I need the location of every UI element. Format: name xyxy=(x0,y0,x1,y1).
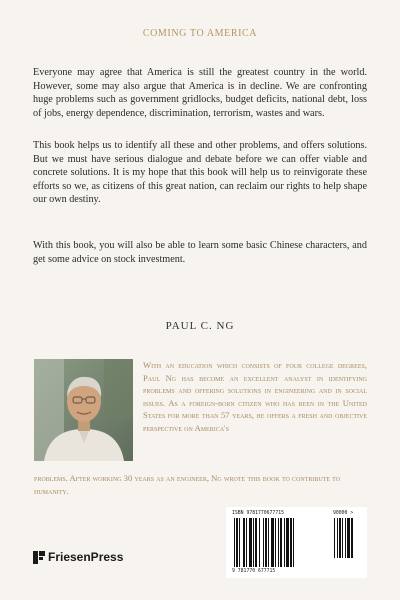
author-photo xyxy=(34,359,133,461)
barcode-bar xyxy=(268,518,269,567)
isbn-label: ISBN 9781770677715 xyxy=(232,511,284,516)
blurb-paragraph-3: With this book, you will also be able to learn some basic Chinese characters, and get some advice on stock investment. xyxy=(33,240,367,265)
barcode-bar xyxy=(253,518,254,567)
barcode-bar xyxy=(234,518,235,567)
barcode-bar xyxy=(293,518,294,567)
barcode-bar xyxy=(286,518,289,567)
barcode-bar xyxy=(243,518,245,567)
barcode-bar xyxy=(280,518,282,567)
barcode-bar xyxy=(278,518,279,567)
author-bio-text: With an education which consists of four college degrees, Paul Ng has become an excellent analyst in identifying problems and offering solutions in engineering and in social issues. As a foreign-born citizen who has been in the United States for more than 57 years, he offers a fresh and objective perspective on America's xyxy=(143,360,367,433)
price-bar xyxy=(345,518,346,558)
price-bar xyxy=(342,518,343,558)
publisher-name: FriesenPress xyxy=(48,550,124,564)
price-bar xyxy=(337,518,338,558)
ean-digits: 9 781770 677715 xyxy=(232,569,276,574)
price-bar xyxy=(339,518,341,558)
isbn-barcode xyxy=(226,507,367,578)
barcode-bar xyxy=(259,518,260,567)
barcode-bar xyxy=(239,518,240,567)
price-bar xyxy=(347,518,350,558)
publisher-logo xyxy=(33,550,123,564)
barcode-bar xyxy=(265,518,267,567)
barcode-bar xyxy=(255,518,257,567)
barcode-bar xyxy=(236,518,238,567)
price-bar xyxy=(351,518,353,558)
author-bio-text-wrap: problems. After working 30 years as an engineer, Ng wrote this book to contribute to humanity. xyxy=(34,473,341,496)
barcode-bar xyxy=(290,518,292,567)
price-bar xyxy=(334,518,335,558)
barcode-bar xyxy=(284,518,285,567)
barcode-bar xyxy=(271,518,274,567)
price-code: 90000 > xyxy=(333,511,354,516)
barcode-bar xyxy=(246,518,247,567)
barcode-bar xyxy=(249,518,252,567)
barcode-bar xyxy=(263,518,264,567)
barcode-bar xyxy=(275,518,276,567)
publisher-mark-icon xyxy=(33,551,45,564)
barcode-bars xyxy=(226,507,367,578)
blurb-paragraph-2: This book helps us to identify all these and other problems, and offers solutions. But we must have serious dialogue and debate before we can offer viable and concrete solutions. It is my hope that this book will help us to reinvigorate these efforts so we, as citizens of this great nation, can reclaim our rights to help shape our own destiny. xyxy=(33,140,367,206)
book-title: COMING TO AMERICA xyxy=(142,28,258,39)
blurb-paragraph-1: Everyone may agree that America is still the greatest country in the world. However, some may also argue that America is in decline. We are confronting huge problems such as government gridlocks, budget deficits, national debt, loss of jobs, energy dependence, discrimination, terrorism, wastes and wars. xyxy=(33,67,367,119)
author-name: PAUL C. NG xyxy=(165,320,235,332)
author-bio xyxy=(34,359,367,496)
